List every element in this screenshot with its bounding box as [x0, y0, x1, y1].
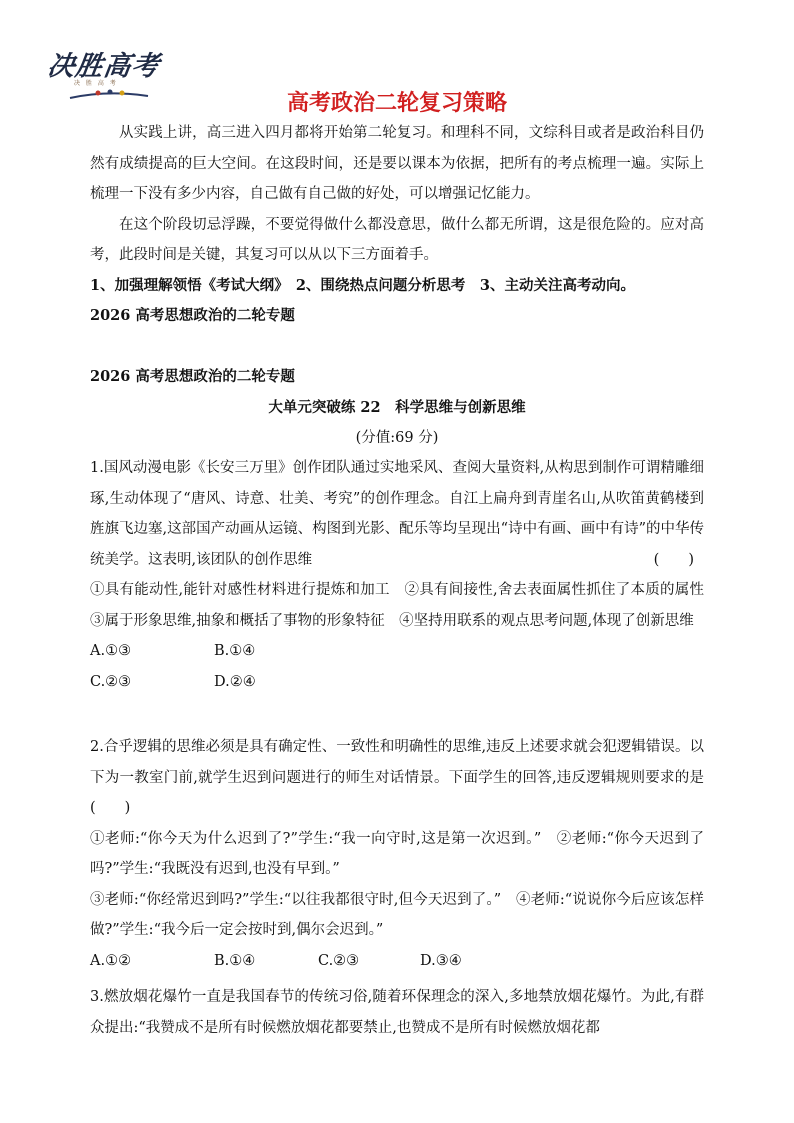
choice-c: C.②③ — [318, 952, 360, 969]
question-2 — [90, 732, 704, 976]
choice-a: A.①③ — [90, 643, 132, 659]
subject-heading-1: 2026 高考思想政治的二轮专题 — [90, 307, 295, 324]
choice-row — [90, 667, 704, 698]
page-title: 高考政治二轮复习策略 — [286, 91, 507, 116]
choice-a: A.①② — [90, 952, 132, 969]
unit-title: 大单元突破练 22 科学思维与创新思维 — [268, 398, 526, 416]
logo-subtext: 决 胜 高 考 — [74, 80, 118, 87]
choice-d: D.②④ — [214, 673, 256, 690]
answer-paren: ( ) — [653, 551, 694, 568]
question-2-options-line-1: ①老师:“你今天为什么迟到了?”学生:“我一向守时,这是第一次迟到。” ②老师:“你今天迟到了吗?”学生:“我既没有迟到,也没有早到。” — [90, 830, 704, 877]
intro-section — [90, 118, 704, 454]
logo-text: 决胜高考 — [45, 51, 162, 82]
intro-paragraph-2: 在这个阶段切忌浮躁，不要觉得做什么都没意思，做什么都无所谓，这是很危险的。应对高考，此段时间是关键，其复习可以从以下三方面着手。 — [90, 216, 704, 263]
intro-paragraph-1: 从实践上讲，高三进入四月都将开始第二轮复习。和理科不同，文综科目或者是政治科目仍然有成绩提高的巨大空间。在这段时间，还是要以课本为依据，把所有的考点梳理一遍。实际上梳理一下没有多少内容，自己做有自己做的好处，可以增强记忆能力。 — [90, 125, 704, 202]
choice-d: D.③④ — [420, 952, 462, 969]
question-1-options: ①具有能动性,能针对感性材料进行提炼和加工 ②具有间接性,舍去表面属性抓住了本质的属性 ③属于形象思维,抽象和概括了事物的形象特征 ④坚持用联系的观点思考问题,体现了创新思维 — [90, 582, 719, 629]
choice-row — [90, 946, 704, 977]
question-3 — [90, 982, 704, 1043]
strategy-points: 1、加强理解领悟《考试大纲》 2、围绕热点问题分析思考 3、主动关注高考动向。 — [90, 276, 636, 294]
choice-b: B.①④ — [214, 643, 256, 659]
question-1-stem: 1.国风动漫电影《长安三万里》创作团队通过实地采风、查阅大量资料,从构思到制作可谓精雕细琢,生动体现了“唐风、诗意、壮美、考究”的创作理念。自江上扁舟到青崖名山,从吹笛黄鹤楼到旌旗飞边塞,这部国产动画从运镜、构图到光影、配乐等均呈现出“诗中有画、画中有诗”的中华传统美学。这表明,该团队的创作思维 — [90, 460, 704, 568]
question-1 — [90, 453, 719, 697]
spacer — [90, 332, 704, 363]
choice-b: B.①④ — [214, 952, 256, 969]
question-2-options-line-2: ③老师:“你经常迟到吗?”学生:“以往我都很守时,但今天迟到了。” ④老师:“说说你今后应该怎样做?”学生:“我今后一定会按时到,偶尔会迟到。” — [90, 891, 704, 938]
question-3-stem: 3.燃放烟花爆竹一直是我国春节的传统习俗,随着环保理念的深入,多地禁放烟花爆竹。为此,有群众提出:“我赞成不是所有时候燃放烟花都要禁止,也赞成不是所有时候燃放烟花都 — [90, 989, 704, 1036]
score-note: (分值:69 分) — [355, 430, 439, 446]
subject-heading-2: 2026 高考思想政治的二轮专题 — [90, 368, 295, 385]
question-2-stem: 2.合乎逻辑的思维必须是具有确定性、一致性和明确性的思维,违反上述要求就会犯逻辑错误。以下为一教室门前,就学生迟到问题进行的师生对话情景。下面学生的回答,违反逻辑规则要求的是( ) — [90, 739, 704, 816]
choice-c: C.②③ — [90, 673, 132, 690]
choice-row — [90, 636, 704, 667]
